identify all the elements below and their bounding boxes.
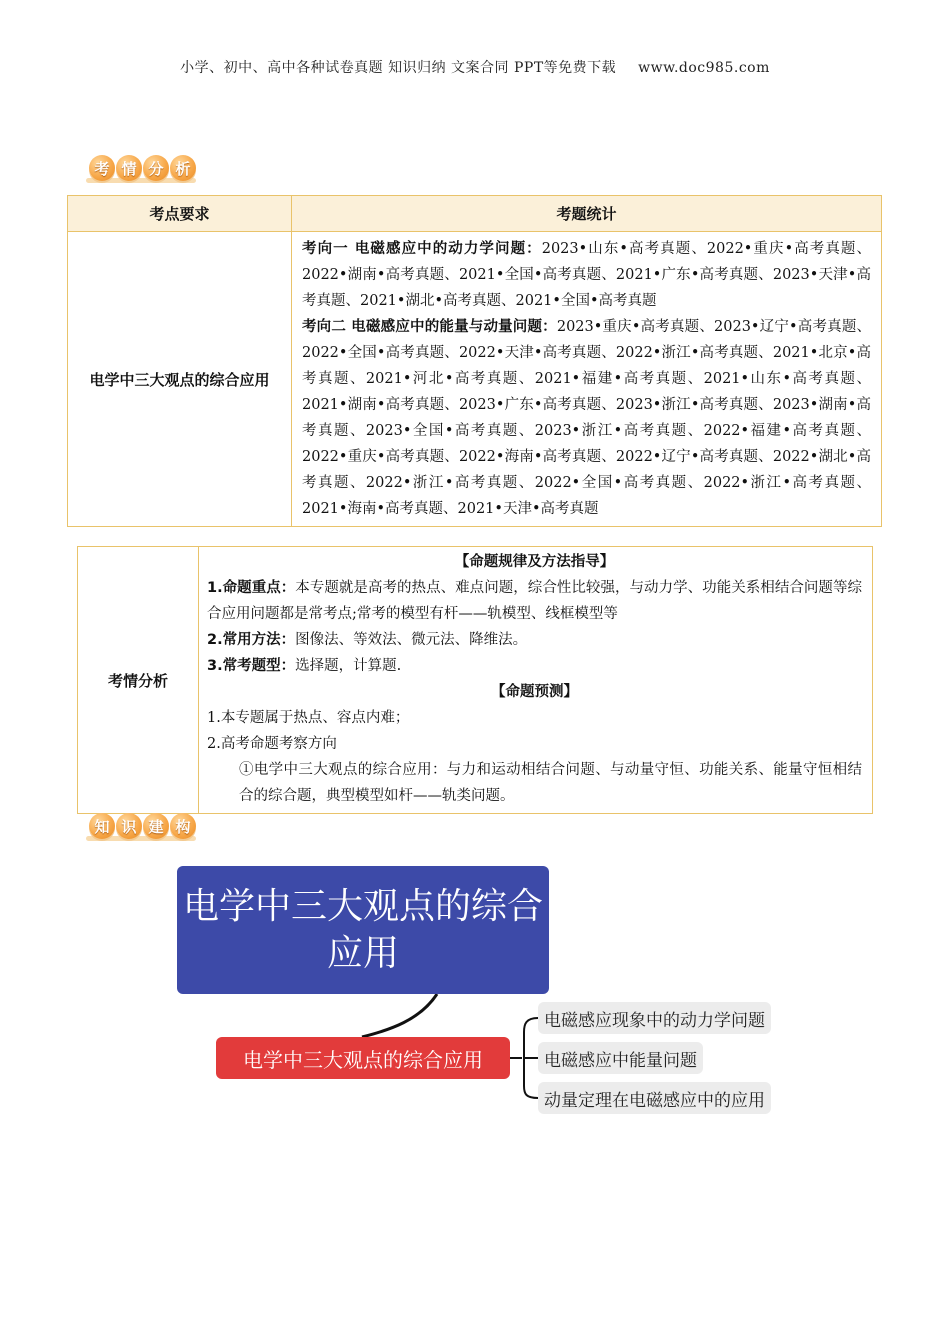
prediction-2: 2.高考命题考察方向 [207, 736, 337, 752]
badge-char: 识 [116, 813, 142, 839]
col-header-requirements: 考点要求 [68, 196, 292, 232]
topic-cell: 电学中三大观点的综合应用 [68, 232, 292, 527]
item-types-text: 选择题，计算题. [295, 658, 402, 674]
badge-char: 情 [116, 155, 142, 181]
direction-2-text: 2023•重庆•高考真题、2023•辽宁•高考真题、2022•全国•高考真题、2022•天津•高考真题、2022•浙江•高考真题、2021•北京•高考真题、2021•河北•高考真题、2021•福建•高考真题、2021•山东•高考真题、2021•湖南•高考真题、2023•广东•高考真题、2023•浙江•高考真题、2023•湖南•高考真题、2023•全国•高考真题、2023•浙江•高考真题、2022•福建•高考真题、2022•重庆•高考真题、2022•海南•高考真题、2022•辽宁•高考真题、2022•湖北•高考真题、2022•浙江•高考真题、2022•全国•高考真题、2022•浙江•高考真题、2021•海南•高考真题、2021•天津•高考真题 [302, 319, 871, 517]
mindmap-leaf: 电磁感应现象中的动力学问题 [538, 1002, 771, 1034]
item-focus-label: 1.命题重点： [207, 580, 296, 596]
badge-char: 知 [89, 813, 115, 839]
direction-2-title: 考向二 电磁感应中的能量与动量问题： [302, 319, 557, 335]
mindmap-topic-node: 电学中三大观点的综合应用 [216, 1037, 510, 1079]
item-methods-text: 图像法、等效法、微元法、降维法。 [295, 632, 528, 648]
item-types-label: 3.常考题型： [207, 658, 296, 674]
mindmap-root: 电学中三大观点的综合应用 [177, 866, 549, 994]
badge-char: 构 [170, 813, 196, 839]
guide-title: 【命题规律及方法指导】 [454, 554, 615, 570]
badge-char: 析 [170, 155, 196, 181]
prediction-1: 1.本专题属于热点、容点内难； [207, 710, 410, 726]
badge-char: 建 [143, 813, 169, 839]
col-header-statistics: 考题统计 [292, 196, 882, 232]
analysis-label: 考情分析 [78, 547, 199, 814]
prediction-title: 【命题预测】 [491, 684, 578, 700]
prediction-3: ①电学中三大观点的综合应用：与力和运动相结合问题、与动量守恒、功能关系、能量守恒相结合的综合题，典型模型如杆——轨类问题。 [239, 762, 862, 804]
direction-1-text: 2023•山东•高考真题、2022•重庆•高考真题、2022•湖南•高考真题、2021•全国•高考真题、2021•广东•高考真题、2023•天津•高考真题、2021•湖北•高考真题、2021•全国•高考真题 [302, 241, 872, 309]
badge-char: 考 [89, 155, 115, 181]
mindmap-leaf: 动量定理在电磁感应中的应用 [538, 1082, 771, 1114]
header-text: 小学、初中、高中各种试卷真题 知识归纳 文案合同 PPT等免费下载 [180, 60, 617, 76]
direction-1-title: 考向一 电磁感应中的动力学问题： [302, 241, 542, 257]
root-connector [362, 994, 437, 1037]
mindmap-leaf: 电磁感应中能量问题 [538, 1042, 703, 1074]
item-focus-text: 本专题就是高考的热点、难点问题，综合性比较强，与动力学、功能关系相结合问题等综合应用问题都是常考点;常考的模型有杆——轨模型、线框模型等 [207, 580, 862, 622]
header-url: www.doc985.com [638, 60, 770, 76]
item-methods-label: 2.常用方法： [207, 632, 296, 648]
badge-char: 分 [143, 155, 169, 181]
